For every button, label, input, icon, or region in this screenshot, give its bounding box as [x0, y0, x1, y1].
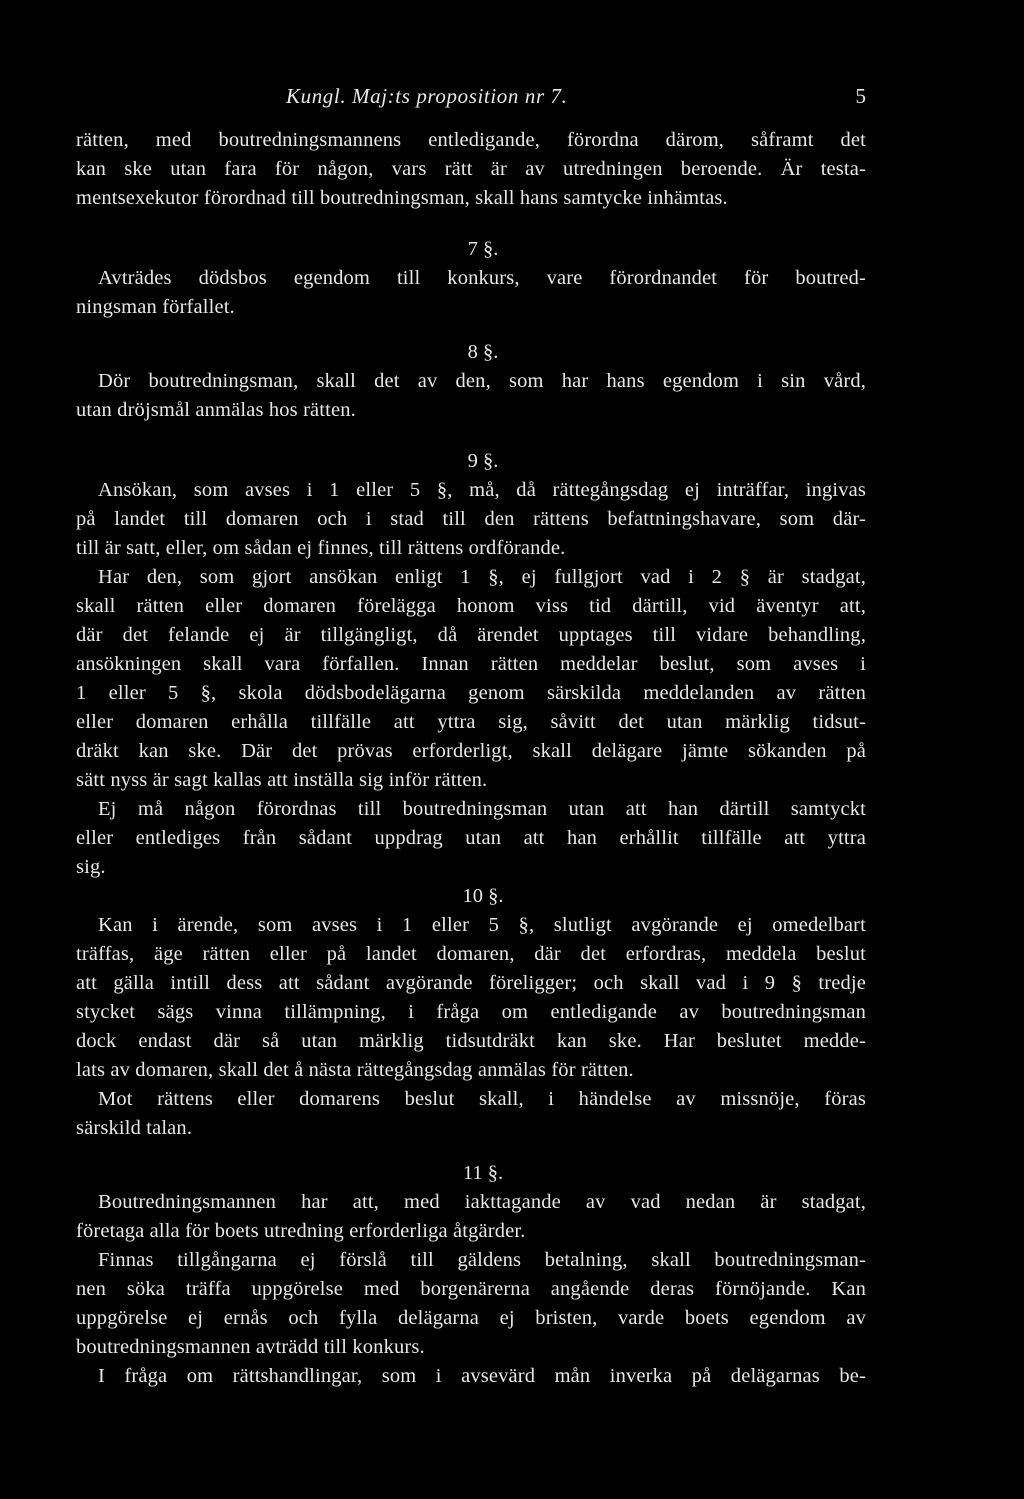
text-line: Ej må någon förordnas till boutredningsman utan att han därtill samtyckt — [98, 798, 866, 820]
spacer — [76, 425, 866, 447]
text-line: mentsexekutor förordnad till boutredningsman, skall hans samtycke inhämtas. — [76, 187, 728, 209]
section-heading: 11 §. — [462, 1162, 504, 1184]
text-line: ansökningen skall vara förfallen. Innan rätten meddelar beslut, som avses i — [76, 653, 866, 675]
text-line: sig. — [76, 856, 106, 878]
text-line: Kan i ärende, som avses i 1 eller 5 §, slutligt avgörande ej omedelbart — [98, 914, 866, 936]
text-line: boutredningsmannen avträdd till konkurs. — [76, 1336, 425, 1358]
text-line: dock endast där så utan märklig tidsutdräkt kan ske. Har beslutet medde- — [76, 1030, 866, 1052]
text-line: på landet till domaren och i stad till den rättens befattningshavare, som där- — [76, 508, 866, 530]
text-line: Mot rättens eller domarens beslut skall, i händelse av missnöje, föras — [98, 1088, 866, 1110]
text-line: ningsman förfallet. — [76, 296, 235, 318]
text-line: stycket sägs vinna tillämpning, i fråga om entledigande av boutredningsman — [76, 1001, 866, 1023]
text-line: träffas, äge rätten eller på landet domaren, där det erfordras, meddela beslut — [76, 943, 866, 965]
text-line: kan ske utan fara för någon, vars rätt är av utredningen beroende. Är testa- — [76, 158, 866, 180]
text-line: 1 eller 5 §, skola dödsbodelägarna genom särskilda meddelanden av rätten — [76, 682, 866, 704]
page-number: 5 — [855, 84, 866, 108]
spacer — [76, 1143, 866, 1159]
text-line: eller domaren erhålla tillfälle att yttra sig, såvitt det utan märklig tidsut- — [76, 711, 866, 733]
section-heading: 9 §. — [467, 450, 499, 472]
section-heading: 10 §. — [462, 885, 504, 907]
text-line: Finnas tillgångarna ej förslå till gäldens betalning, skall boutredningsman- — [98, 1249, 866, 1271]
text-line: Dör boutredningsman, skall det av den, som har hans egendom i sin vård, — [98, 370, 866, 392]
text-line: att gälla intill dess att sådant avgörande föreligger; och skall vad i 9 § tredje — [76, 972, 866, 994]
body-text — [76, 126, 866, 1391]
text-line: där det felande ej är tillgängligt, då ärendet upptages till vidare behandling, — [76, 624, 866, 646]
text-line: skall rätten eller domaren förelägga honom viss tid därtill, vid äventyr att, — [76, 595, 866, 617]
text-line: sätt nyss är sagt kallas att inställa sig inför rätten. — [76, 769, 488, 791]
section-heading: 8 §. — [467, 341, 499, 363]
text-line: I fråga om rättshandlingar, som i avsevärd mån inverka på delägarnas be- — [98, 1365, 866, 1387]
text-line: Har den, som gjort ansökan enligt 1 §, ej fullgjort vad i 2 § är stadgat, — [98, 566, 866, 588]
running-title: Kungl. Maj:ts proposition nr 7. — [286, 84, 568, 108]
running-header — [76, 84, 866, 114]
text-line: rätten, med boutredningsmannens entledigande, förordna därom, såframt det — [76, 129, 866, 151]
text-line: särskild talan. — [76, 1117, 193, 1139]
text-line: lats av domaren, skall det å nästa rättegångsdag anmälas för rätten. — [76, 1059, 634, 1081]
text-line: till är satt, eller, om sådan ej finnes, till rättens ordförande. — [76, 537, 566, 559]
text-line: företaga alla för boets utredning erforderliga åtgärder. — [76, 1220, 526, 1242]
text-line: Ansökan, som avses i 1 eller 5 §, må, då rättegångsdag ej inträffar, ingivas — [98, 479, 866, 501]
text-line: eller entlediges från sådant uppdrag utan att han erhållit tillfälle att yttra — [76, 827, 866, 849]
text-line: nen söka träffa uppgörelse med borgenärerna angående deras förnöjande. Kan — [76, 1278, 866, 1300]
text-line: uppgörelse ej ernås och fylla delägarna ej bristen, varde boets egendom av — [76, 1307, 866, 1329]
text-line: dräkt kan ske. Där det prövas erforderligt, skall delägare jämte sökanden på — [76, 740, 866, 762]
spacer — [76, 322, 866, 338]
section-heading: 7 §. — [467, 238, 499, 260]
text-line: utan dröjsmål anmälas hos rätten. — [76, 399, 356, 421]
text-line: Boutredningsmannen har att, med iakttagande av vad nedan är stadgat, — [98, 1191, 866, 1213]
text-line: Avträdes dödsbos egendom till konkurs, vare förordnandet för boutred- — [98, 267, 866, 289]
spacer — [76, 213, 866, 235]
